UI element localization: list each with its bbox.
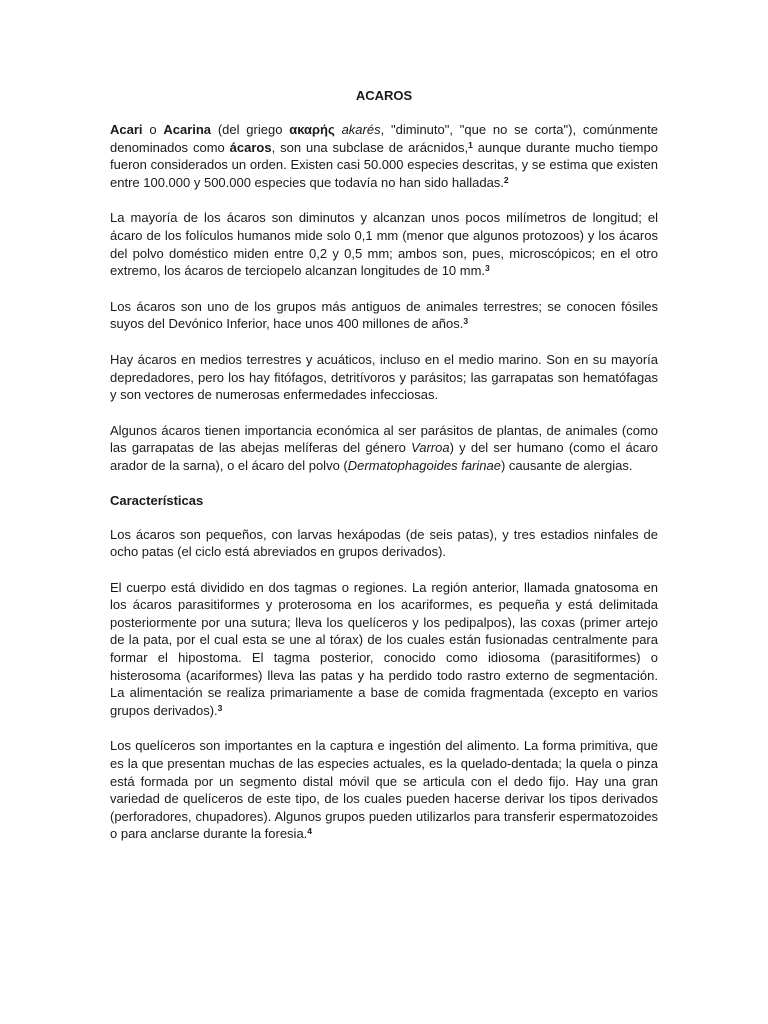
footnote-ref: 3 bbox=[485, 263, 490, 274]
paragraph-chelicerae: Los quelíceros son importantes en la captura e ingestión del alimento. La forma primitiva, que es la que presentan muchas de las especies actuales, es la quelado-dentada; la quela o pinza está formada por un segmento distal móvil que se articula con el dedo fijo. Hay una gran variedad de quelíceros de este tipo, de los cuales pueden hacerse derivar los tipos derivados (perforadores, chupadores). Algunos grupos pueden utilizarlos para transferir espermatozoides o para anclarse durante la foresia.$^4$ bbox=[110, 738, 658, 842]
footnote-ref: 3 bbox=[463, 316, 469, 327]
footnote-ref: 1 bbox=[468, 139, 473, 150]
paragraph-body: El cuerpo está dividido en dos tagmas o regiones. La región anterior, llamada gnatosoma en los ácaros parasitiformes y proterosoma en los acariformes, es pequeña y está delimitada posteriormente por una sutura; lleva los quelíceros y los pedipalpos), las coxas (primer artejo de la pata, por el cual esta se une al tórax) de los cuales están fusionadas centralmente para formar el hipostoma. El tagma posterior, conocido como idiosoma (parasitiformes) o histerosoma (acariformes) lleva las patas y ha perdido todo rastro externo de segmentación. La alimentación se realiza primariamente a base de comida fragmentada (excepto en varios grupos derivados).$^3$ bbox=[110, 579, 658, 718]
term-acaros: ácaros bbox=[229, 139, 272, 155]
paragraph-economic: Algunos ácaros tienen importancia económica al ser parásitos de plantas, de animales (como las garrapatas de las abejas melíferas del género Varroa) y del ser humano (como el ácaro arador de la sarna), o el ácaro del polvo (Dermatophagoides farinae) causante de alergias. bbox=[110, 422, 658, 473]
paragraph-antiquity: Los ácaros son uno de los grupos más antiguos de animales terrestres; se conocen fósiles suyos del Devónico Inferior, hace unos 400 millones de años.$^3$ bbox=[110, 298, 658, 332]
paragraph-size: La mayoría de los ácaros son diminutos y alcanzan unos pocos milímetros de longitud; el ácaro de los folículos humanos mide solo 0,1 mm (menor que algunos protozoos) y los ácaros del polvo doméstico miden entre 0,2 y 0,5 mm; ambos son, pues, microscópicos; en el otro extremo, los ácaros de terciopelo alcanzan longitudes de 10 mm.$^3$ bbox=[110, 210, 658, 279]
paragraph-habitat: Hay ácaros en medios terrestres y acuáticos, incluso en el medio marino. Son en su mayoría depredadores, pero los hay fitófagos, detritívoros y parásitos; las garrapatas son hematófagas y son vectores de numerosas enfermedades infecciosas. bbox=[110, 351, 658, 403]
term-varroa: Varroa bbox=[411, 440, 450, 456]
term-acari: Acari bbox=[110, 122, 143, 137]
footnote-ref: 3 bbox=[217, 702, 223, 713]
paragraph-larvae: Los ácaros son pequeños, con larvas hexápodas (de seis patas), y tres estadios ninfales de ocho patas (el ciclo está abreviados en grupos derivados). bbox=[110, 526, 658, 560]
footnote-ref: 2 bbox=[503, 174, 509, 185]
paragraph-intro: Acari o Acarina (del griego ακαρής akarés, "diminuto", "que no se corta"), comúnmente denominados como ácaros, son una subclase de arácnidos,$^1$ aunque durante mucho tiempo fueron considerados un orden. Existen casi 50.000 especies descritas, y se estima que existen entre 100.000 y 500.000 especies que todavía no han sido halladas.$^2$ bbox=[110, 122, 658, 190]
term-greek: ακαρής bbox=[289, 122, 335, 137]
section-heading: Características bbox=[110, 492, 204, 508]
footnote-ref: 4 bbox=[307, 826, 313, 837]
document-title: ACAROS bbox=[355, 88, 413, 103]
term-acarina: Acarina bbox=[163, 122, 212, 137]
term-akares: akarés bbox=[341, 122, 381, 137]
term-dermatophagoides: Dermatophagoides farinae bbox=[347, 457, 501, 473]
